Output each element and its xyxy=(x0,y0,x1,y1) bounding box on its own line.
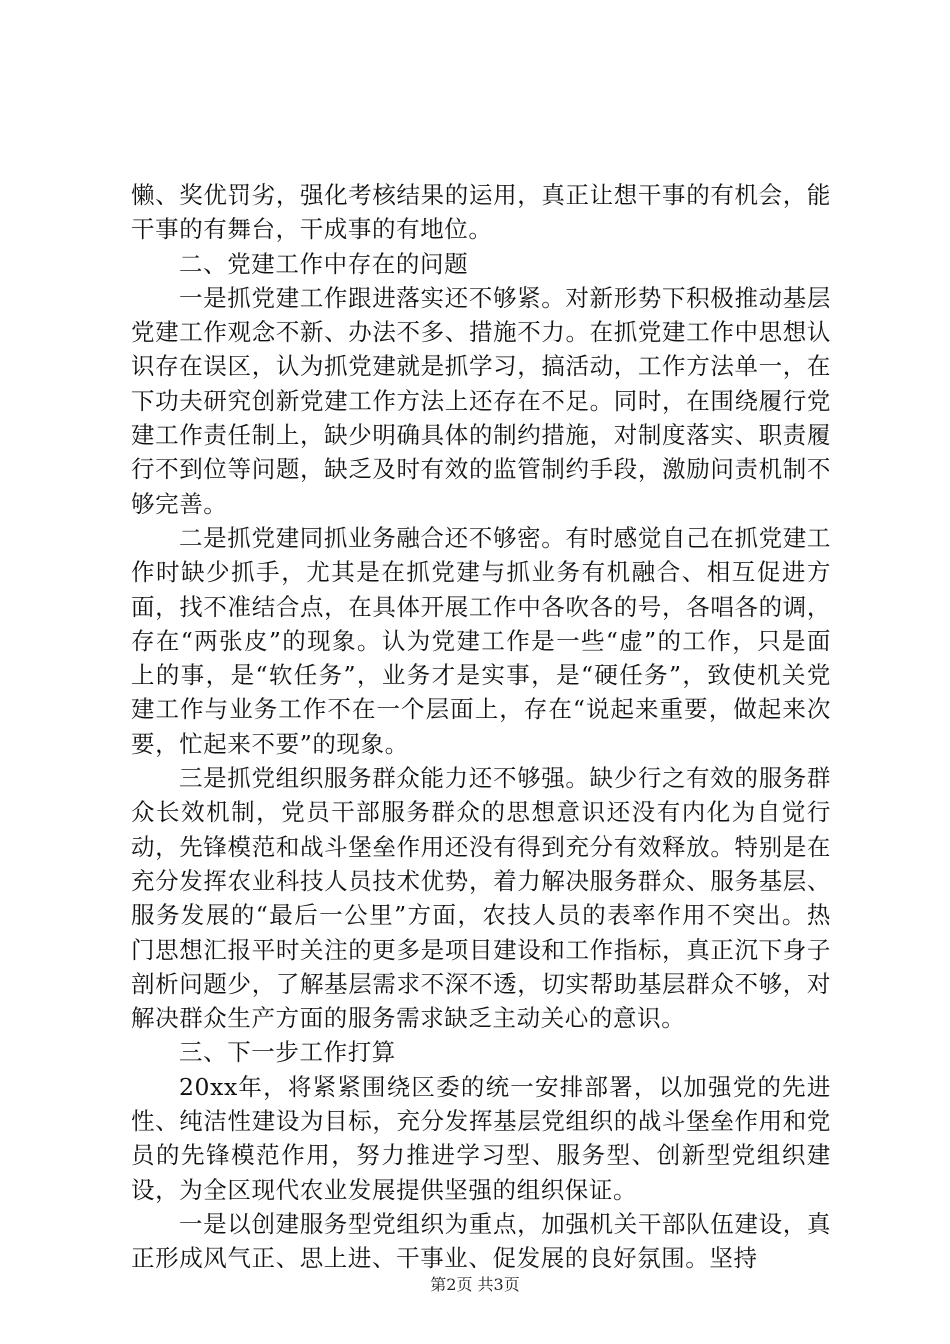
section-heading-next-steps: 三、下一步工作打算 xyxy=(179,1038,396,1067)
paragraph-continuation: 懒、奖优罚劣，强化考核结果的运用，真正让想干事的有机会，能干事的有舞台，干成事的有地位。 xyxy=(131,181,831,244)
document-body xyxy=(131,178,831,1276)
paragraph-plan-intro: 20xx年，将紧紧围绕区委的统一安排部署，以加强党的先进性、纯洁性建设为目标，充分发挥基层党组织的战斗堡垒作用和党员的先锋模范作用，努力推进学习型、服务型、创新型党组织建设，为全区现代农业发展提供坚强的组织保证。 xyxy=(131,1072,831,1204)
section-heading-problems: 二、党建工作中存在的问题 xyxy=(179,249,469,278)
paragraph-problem-1: 一是抓党建工作跟进落实还不够紧。对新形势下积极推动基层党建工作观念不新、办法不多、措施不力。在抓党建工作中思想认识存在误区，认为抓党建就是抓学习，搞活动，工作方法单一，在下功夫研究创新党建工作方法上还存在不足。同时，在围绕履行党建工作责任制上，缺少明确具体的制约措施，对制度落实、职责履行不到位等问题，缺乏及时有效的监管制约手段，激励问责机制不够完善。 xyxy=(131,283,831,518)
paragraph-problem-2: 二是抓党建同抓业务融合还不够密。有时感觉自己在抓党建工作时缺少抓手，尤其是在抓党建与抓业务有机融合、相互促进方面，找不准结合点，在具体开展工作中各吹各的号，各唱各的调，存在“两张皮”的现象。认为党建工作是一些“虚”的工作，只是面上的事，是“软任务”，业务才是实事，是“硬任务”，致使机关党建工作与业务工作不在一个层面上，存在“说起来重要，做起来次要，忙起来不要”的现象。 xyxy=(131,523,831,758)
paragraph-plan-1: 一是以创建服务型党组织为重点，加强机关干部队伍建设，真正形成风气正、思上进、干事业、促发展的良好氛围。坚持 xyxy=(131,1209,831,1273)
page-number-footer: 第2页 共3页 xyxy=(430,1275,520,1294)
paragraph-problem-3: 三是抓党组织服务群众能力还不够强。缺少行之有效的服务群众长效机制，党员干部服务群众的思想意识还没有内化为自觉行动，先锋模范和战斗堡垒作用还没有得到充分有效释放。特别是在充分发挥农业科技人员技术优势，着力解决服务群众、服务基层、服务发展的“最后一公里”方面，农技人员的表率作用不突出。热门思想汇报平时关注的更多是项目建设和工作指标，真正沉下身子剖析问题少，了解基层需求不深不透，切实帮助基层群众不够，对解决群众生产方面的服务需求缺乏主动关心的意识。 xyxy=(131,764,831,1033)
